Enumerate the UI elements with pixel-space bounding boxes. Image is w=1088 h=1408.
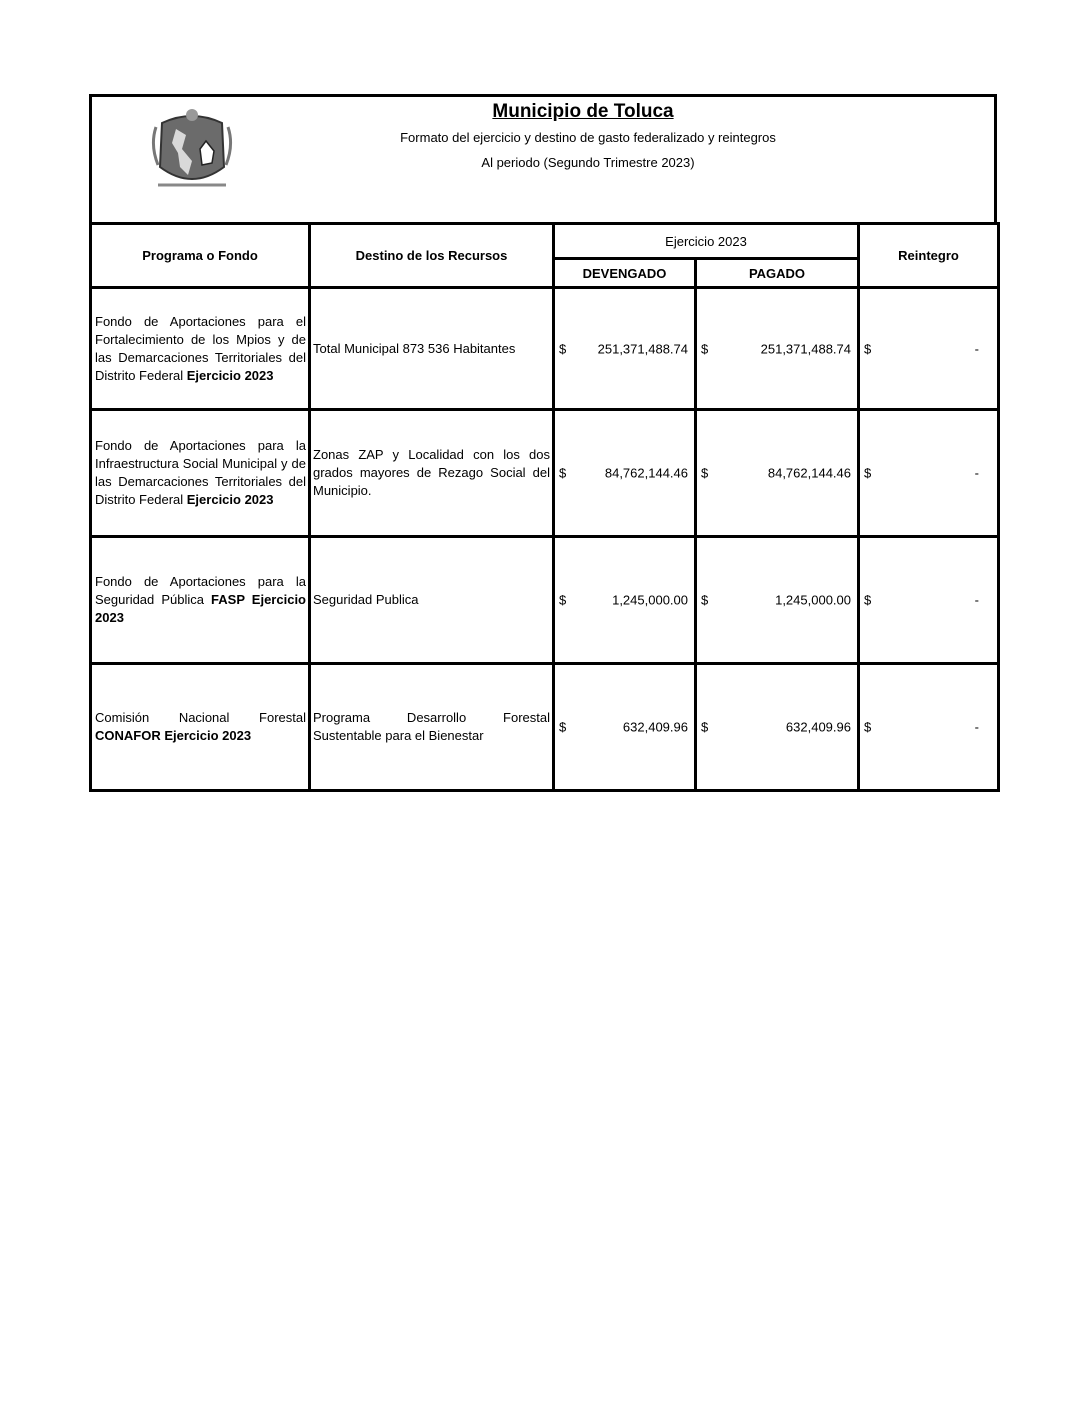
pagado-amount: 251,371,488.74 bbox=[760, 341, 851, 356]
pagado-amount: 632,409.96 bbox=[785, 719, 851, 735]
currency-symbol: $ bbox=[864, 341, 872, 356]
programa-text: Fondo de Aportaciones para la Seguridad Pública bbox=[95, 574, 306, 607]
header-box bbox=[89, 94, 997, 222]
programa-cell bbox=[91, 537, 310, 664]
programa-bold: Ejercicio 2023 bbox=[186, 367, 274, 383]
devengado-cell bbox=[554, 664, 696, 791]
currency-symbol: $ bbox=[864, 719, 872, 735]
table-header-row bbox=[91, 224, 999, 259]
reintegro-amount: - bbox=[974, 341, 979, 356]
currency-symbol: $ bbox=[701, 341, 709, 356]
pagado-cell bbox=[696, 664, 859, 791]
currency-symbol: $ bbox=[701, 592, 709, 608]
devengado-amount: 1,245,000.00 bbox=[612, 592, 688, 608]
currency-symbol: $ bbox=[559, 592, 567, 608]
programa-cell bbox=[91, 288, 310, 410]
column-header-ejercicio: Ejercicio 2023 bbox=[554, 224, 859, 259]
table-row bbox=[91, 288, 999, 410]
pagado-cell bbox=[696, 288, 859, 410]
destino-cell: Programa Desarrollo Forestal Sustentable para el Bienestar bbox=[310, 664, 554, 791]
devengado-cell bbox=[554, 288, 696, 410]
column-header-programa: Programa o Fondo bbox=[91, 224, 310, 288]
currency-symbol: $ bbox=[701, 719, 709, 735]
report-period: Al periodo (Segundo Trimestre 2023) bbox=[481, 155, 695, 170]
destino-cell: Zonas ZAP y Localidad con los dos grados mayores de Rezago Social del Municipio. bbox=[310, 410, 554, 537]
column-header-devengado: DEVENGADO bbox=[554, 259, 696, 288]
reintegro-cell bbox=[859, 664, 999, 791]
programa-bold: CONAFOR Ejercicio 2023 bbox=[95, 728, 252, 743]
reintegro-amount: - bbox=[974, 592, 979, 608]
programa-cell bbox=[91, 410, 310, 537]
pagado-cell bbox=[696, 410, 859, 537]
programa-bold: FASP Ejercicio 2023 bbox=[95, 592, 306, 625]
programa-cell bbox=[91, 664, 310, 791]
expense-table bbox=[89, 222, 1000, 792]
reintegro-cell bbox=[859, 410, 999, 537]
document bbox=[89, 94, 997, 792]
table-row bbox=[91, 410, 999, 537]
currency-symbol: $ bbox=[864, 592, 872, 608]
column-header-pagado: PAGADO bbox=[696, 259, 859, 288]
currency-symbol: $ bbox=[559, 719, 567, 735]
programa-text: Comisión Nacional Forestal bbox=[95, 710, 306, 725]
column-header-destino: Destino de los Recursos bbox=[310, 224, 554, 288]
pagado-amount: 1,245,000.00 bbox=[775, 592, 851, 608]
column-header-reintegro: Reintegro bbox=[859, 224, 999, 288]
devengado-amount: 251,371,488.74 bbox=[597, 341, 688, 356]
reintegro-cell bbox=[859, 288, 999, 410]
pagado-amount: 84,762,144.46 bbox=[767, 465, 851, 481]
reintegro-cell bbox=[859, 537, 999, 664]
table-row bbox=[91, 537, 999, 664]
page-subtitle: Formato del ejercicio y destino de gasto federalizado y reintegros bbox=[400, 130, 776, 145]
reintegro-amount: - bbox=[974, 465, 979, 481]
table-row bbox=[91, 664, 999, 791]
programa-bold: Ejercicio 2023 bbox=[186, 492, 274, 507]
currency-symbol: $ bbox=[559, 465, 567, 481]
destino-cell: Seguridad Publica bbox=[310, 537, 554, 664]
currency-symbol: $ bbox=[864, 465, 872, 481]
programa-text: Fondo de Aportaciones para el Fortalecimiento de los Mpios y de las Demarcaciones Territoriales del Distrito Federal bbox=[95, 313, 306, 383]
devengado-cell bbox=[554, 410, 696, 537]
reintegro-amount: - bbox=[974, 719, 979, 735]
devengado-amount: 84,762,144.46 bbox=[604, 465, 688, 481]
devengado-cell bbox=[554, 537, 696, 664]
currency-symbol: $ bbox=[559, 341, 567, 356]
programa-text: Fondo de Aportaciones para la Infraestructura Social Municipal y de las Demarcaciones Territoriales del Distrito Federal bbox=[95, 438, 306, 507]
devengado-amount: 632,409.96 bbox=[622, 719, 688, 735]
currency-symbol: $ bbox=[701, 465, 709, 481]
pagado-cell bbox=[696, 537, 859, 664]
page-title: Municipio de Toluca bbox=[492, 101, 674, 122]
destino-cell: Total Municipal 873 536 Habitantes bbox=[310, 288, 554, 410]
